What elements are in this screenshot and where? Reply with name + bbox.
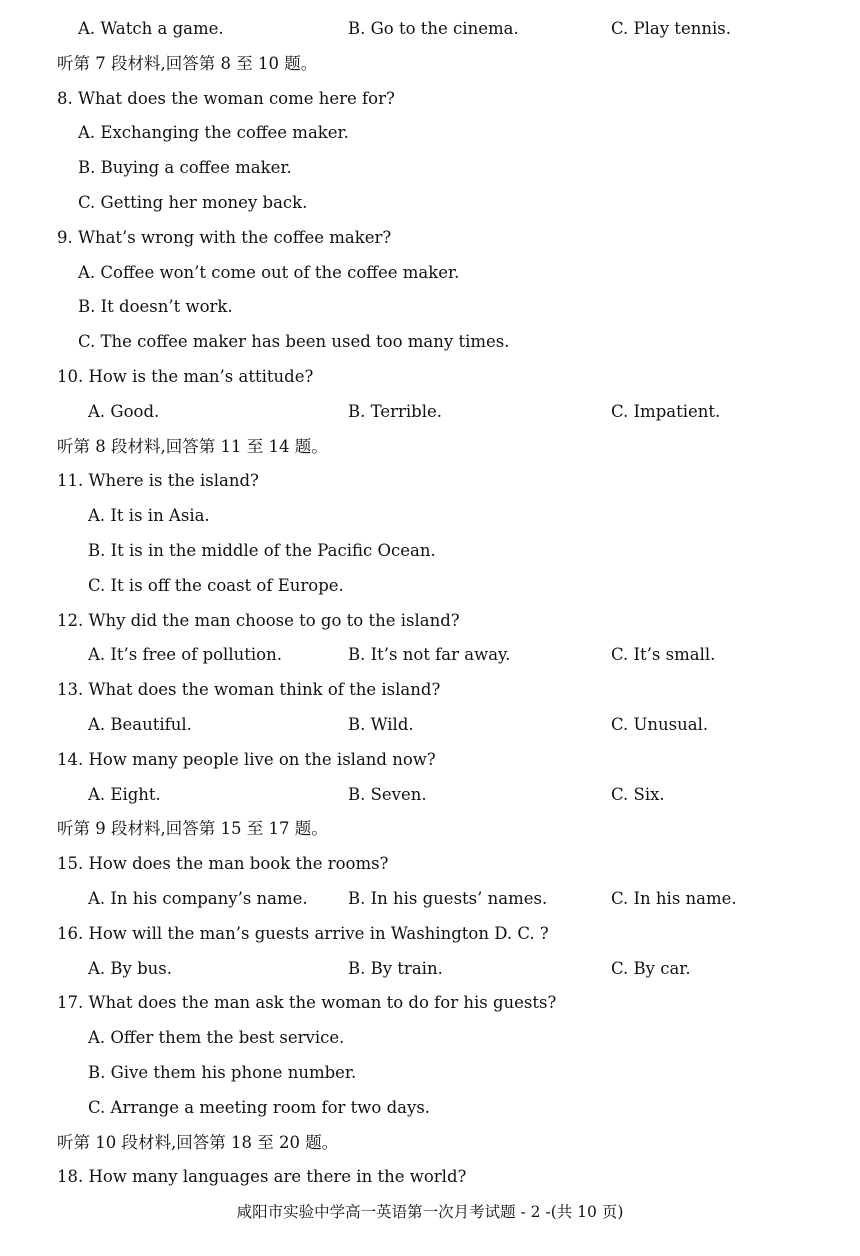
question-17: 17. What does the man ask the woman to do for his guests? [57,993,557,1013]
option-b: B. It is in the middle of the Pacific Ocean. [88,541,436,560]
options-row [0,638,860,673]
option-a: A. Watch a game. [78,19,224,38]
options-row [0,395,860,430]
option-b: B. It doesn’t work. [78,297,233,317]
question-12: 12. Why did the man choose to go to the island? [57,610,460,630]
option-a: A. It is in Asia. [88,506,210,526]
question-10: 10. How is the man’s attitude? [57,367,314,386]
question-8: 8. What does the woman come here for? [57,88,395,108]
option-b: B. Seven. [348,784,427,804]
option-c: C. Impatient. [611,401,721,421]
option-a: A. Good. [88,401,160,421]
option-b: B. Give them his phone number. [88,1063,357,1082]
option-a: A. By bus. [88,958,172,978]
options-row [0,778,860,813]
option-b: B. In his guests’ names. [348,889,548,908]
options-row [0,708,860,743]
option-a: A. Coffee won’t come out of the coffee maker. [78,262,460,282]
question-18: 18. How many languages are there in the world? [57,1167,467,1187]
option-c: C. It is off the coast of Europe. [88,575,344,595]
question-13: 13. What does the woman think of the island? [57,680,441,700]
section-heading: 听第 7 段材料,回答第 8 至 10 题。 [57,53,318,73]
question-9: 9. What’s wrong with the coffee maker? [57,227,392,247]
question-14: 14. How many people live on the island now? [57,749,436,769]
option-b: B. Terrible. [348,401,443,421]
option-c: C. The coffee maker has been used too many times. [78,332,510,352]
option-c: C. By car. [611,958,691,978]
option-b: B. It’s not far away. [348,645,511,665]
option-c: C. In his name. [611,889,737,908]
option-a: A. Eight. [88,784,161,804]
option-a: A. In his company’s name. [88,889,308,908]
option-b: B. Buying a coffee maker. [78,158,292,178]
option-a: A. Beautiful. [88,715,192,734]
options-row [0,952,860,987]
option-b: B. Go to the cinema. [348,19,519,38]
question-16: 16. How will the man’s guests arrive in Washington D. C. ? [57,923,549,943]
page-footer: 咸阳市实验中学高一英语第一次月考试题 - 2 -(共 10 页) [236,1203,624,1221]
option-c: C. It’s small. [611,645,716,665]
options-row [0,12,860,47]
option-c: C. Arrange a meeting room for two days. [88,1097,431,1117]
option-a: A. Exchanging the coffee maker. [78,123,349,143]
option-a: A. Offer them the best service. [88,1028,345,1048]
option-b: B. Wild. [348,715,414,734]
option-c: C. Unusual. [611,715,709,734]
options-row [0,882,860,917]
option-c: C. Play tennis. [611,19,731,38]
option-c: C. Getting her money back. [78,193,308,212]
section-heading: 听第 10 段材料,回答第 18 至 20 题。 [57,1132,339,1152]
question-11: 11. Where is the island? [57,471,259,491]
option-a: A. It’s free of pollution. [88,645,282,665]
option-b: B. By train. [348,958,443,978]
section-heading: 听第 8 段材料,回答第 11 至 14 题。 [57,436,328,456]
section-heading: 听第 9 段材料,回答第 15 至 17 题。 [57,819,328,839]
option-c: C. Six. [611,784,665,804]
question-15: 15. How does the man book the rooms? [57,854,389,874]
